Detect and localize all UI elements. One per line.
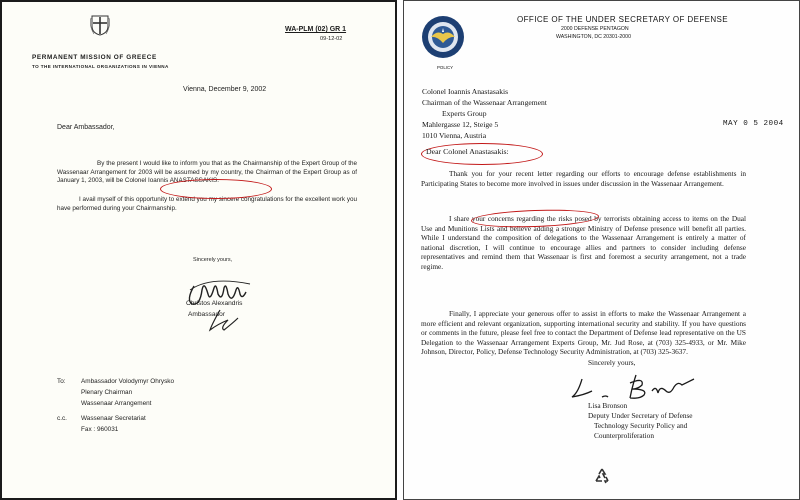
salutation: Dear Ambassador, bbox=[57, 124, 115, 131]
seal-caption: POLICY bbox=[437, 65, 454, 70]
office-address-line: 2000 DEFENSE PENTAGON bbox=[561, 26, 629, 32]
recipient-line: Wassenaar Arrangement bbox=[81, 400, 152, 407]
letter-date: Vienna, December 9, 2002 bbox=[183, 86, 267, 93]
us-defense-letter bbox=[403, 0, 800, 500]
cc-line: Fax : 960031 bbox=[81, 426, 119, 433]
body-paragraph-2 bbox=[421, 214, 746, 272]
mission-name: PERMANENT MISSION OF GREECE bbox=[32, 54, 157, 61]
closing: Sincerely yours, bbox=[193, 257, 233, 263]
body-paragraph-3 bbox=[421, 309, 746, 357]
cc-label: c.c. bbox=[57, 415, 67, 422]
recipient-address-line: Experts Group bbox=[442, 109, 487, 118]
body-paragraph-2-text: I share your concerns regarding the risks posed by terrorists obtaining access to items on the Dual Use and Munitions Lists and believe adding a stronger Ministry of Defense presence will benefit all parties. While I understand the composition of delegations to the Wassenaar Arrangement is entirely a matter of national discretion, I will continue to encourage allies and partners to consider including defense representatives and remind them that Wassenaar is first and foremost a security arrangement, not a trade regime. bbox=[421, 214, 746, 271]
recipient-line: Plenary Chairman bbox=[81, 389, 133, 396]
dod-seal-icon bbox=[421, 15, 465, 59]
annotation-oval-name bbox=[160, 179, 272, 199]
body-paragraph-3-text: Finally, I appreciate your generous offer to assist in efforts to make the Wassenaar Arrangement a more efficient and relevant organization, supporting international security and stability. If you have questions or comments in the future, please feel free to contact the Department of Defense lead representative on the US Delegation to the Wassenaar Arrangement Experts Group, Mr. Jud Rose, at (703) 325-4933, or Mr. Mike Johnson, Director, Policy, Defense Technology Security Administration, at (703) 325-3637. bbox=[421, 309, 746, 357]
closing: Sincerely yours, bbox=[588, 358, 636, 367]
handwritten-signature-icon bbox=[180, 264, 265, 334]
body-paragraph-1-text: By the present I would like to inform you that as the Chairmanship of the Expert Group of the Wassenaar Arrangement for 2003 will be assumed by my country, the Chairman of the Expert Group as of January 1, 2003, will be Colonel Ioannis ANASTASSAKIS. bbox=[57, 160, 357, 184]
salutation: Dear Colonel Anastasakis: bbox=[426, 147, 509, 156]
signer-title: Technology Security Policy and bbox=[594, 421, 688, 430]
recipient-address-line: Mahlergasse 12, Steige 5 bbox=[422, 120, 499, 129]
to-label: To: bbox=[57, 378, 66, 385]
body-paragraph-1 bbox=[421, 169, 746, 188]
recycle-icon bbox=[593, 467, 611, 485]
signer-name: Lisa Bronson bbox=[588, 401, 628, 410]
cc-line: Wassenaar Secretariat bbox=[81, 415, 146, 422]
office-address-line: WASHINGTON, DC 20301-2000 bbox=[556, 34, 631, 40]
reference-date: 09-12-02 bbox=[320, 36, 343, 42]
recipient-line: Ambassador Volodymyr Ohrysko bbox=[81, 378, 175, 385]
greek-crest-icon bbox=[90, 12, 110, 36]
signer-title: Ambassador bbox=[188, 311, 226, 318]
mission-subtitle: TO THE INTERNATIONAL ORGANIZATIONS IN VIENNA bbox=[32, 64, 169, 69]
recipient-address-line: Colonel Ioannis Anastasakis bbox=[422, 87, 509, 96]
body-paragraph-1-text: Thank you for your recent letter regarding our efforts to encourage defense establishments in Participating States to become more involved in issues under discussion in the Wassenaar Arrangement. bbox=[421, 169, 746, 188]
signer-title: Deputy Under Secretary of Defense bbox=[588, 411, 693, 420]
handwritten-signature-icon bbox=[562, 371, 702, 401]
date-stamp: MAY 0 5 2004 bbox=[723, 120, 784, 128]
body-paragraph-2-text: I avail myself of this opportunity to extend you my sincere congratulations for the excellent work you have performed during your Chairmanship. bbox=[57, 196, 357, 212]
signer-title: Counterproliferation bbox=[594, 431, 654, 440]
office-name: OFFICE OF THE UNDER SECRETARY OF DEFENSE bbox=[517, 15, 728, 24]
letter-reference: WA-PLM (02) GR 1 bbox=[285, 26, 347, 33]
signer-name: Christos Alexandris bbox=[186, 300, 243, 307]
greek-mission-letter bbox=[0, 0, 397, 500]
recipient-address-line: Chairman of the Wassenaar Arrangement bbox=[422, 98, 547, 107]
recipient-address-line: 1010 Vienna, Austria bbox=[422, 131, 487, 140]
